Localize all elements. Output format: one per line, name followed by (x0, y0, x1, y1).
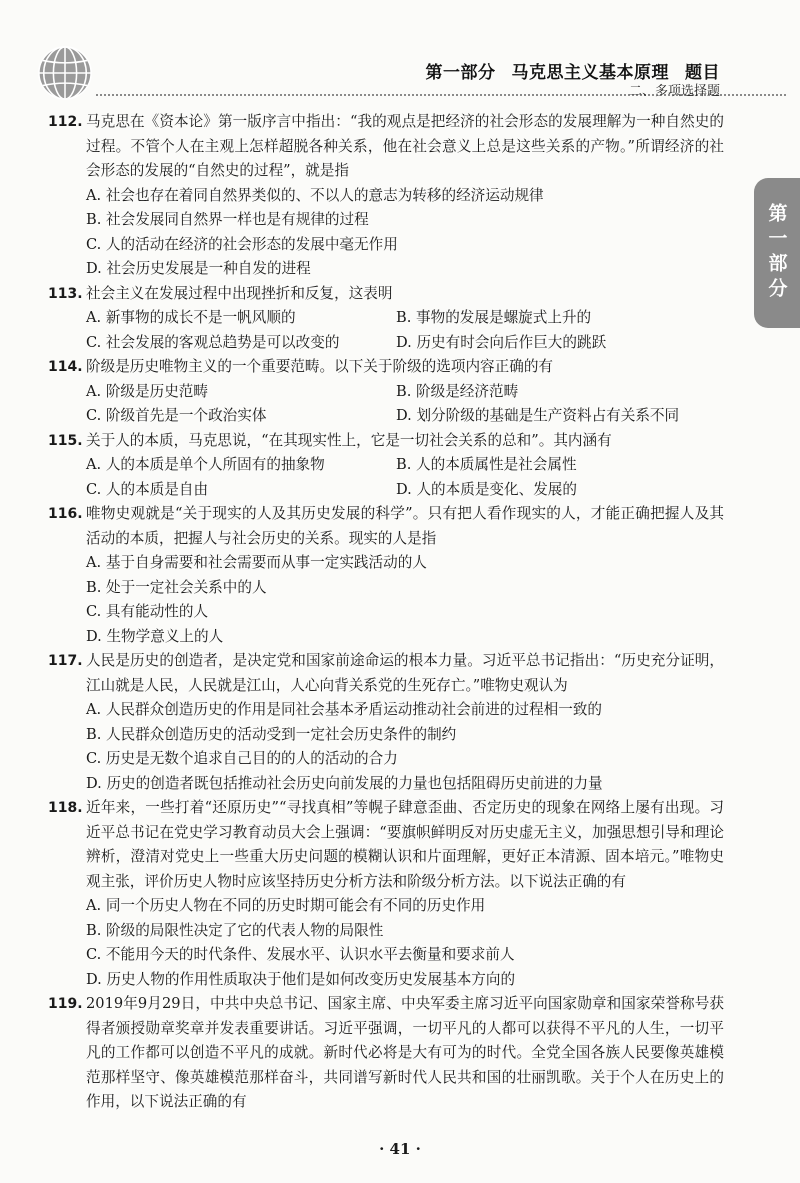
option-b: B. 处于一定社会关系中的人 (86, 578, 267, 596)
question-stem: 唯物史观就是“关于现实的人及其历史发展的科学”。只有把人看作现实的人，才能正确把握人及其活动的本质，把握人与社会历史的关系。现实的人是指 (86, 505, 724, 547)
question-115 (48, 429, 724, 503)
header-part: 第一部分 (425, 63, 496, 83)
option-d: D. 历史人物的作用性质取决于他们是如何改变历史发展基本方向的 (86, 970, 516, 988)
question-114 (48, 355, 724, 429)
question-118 (48, 796, 724, 992)
header-section: 题目 (685, 63, 720, 83)
option-d: D. 社会历史发展是一种自发的进程 (86, 260, 311, 277)
question-number: 117. (48, 653, 83, 669)
question-number: 115. (48, 432, 83, 449)
option-a: A. 人民群众创造历史的作用是同社会基本矛盾运动推动社会前进的过程相一致的 (86, 701, 603, 718)
option-c: C. 阶级首先是一个政治实体 (86, 407, 267, 424)
option-c: C. 历史是无数个追求自己目的的人的活动的合力 (86, 750, 398, 767)
question-119 (48, 992, 724, 1115)
question-number: 119. (48, 996, 83, 1012)
option-b: B. 人民群众创造历史的活动受到一定社会历史条件的制约 (86, 725, 457, 743)
option-a: A. 同一个历史人物在不同的历史时期可能会有不同的历史作用 (86, 897, 486, 914)
option-a: A. 新事物的成长不是一帆风顺的 (86, 309, 296, 326)
option-b: B. 人的本质属性是社会属性 (396, 456, 577, 473)
header-subsection: 二、多项选择题 (628, 84, 720, 99)
question-list (48, 110, 724, 1115)
option-b: B. 阶级是经济范畴 (396, 382, 519, 400)
option-d: D. 人的本质是变化、发展的 (396, 480, 577, 498)
question-stem: 人民是历史的创造者，是决定党和国家前途命运的根本力量。习近平总书记指出：“历史充分证明，江山就是人民，人民就是江山，人心向背关系党的生死存亡。”唯物史观认为 (86, 652, 724, 694)
option-c: C. 具有能动性的人 (86, 603, 209, 620)
question-number: 112. (48, 114, 83, 130)
option-c: C. 人的本质是自由 (86, 480, 209, 498)
option-b: B. 社会发展同自然界一样也是有规律的过程 (86, 211, 369, 228)
option-d: D. 生物学意义上的人 (86, 627, 224, 645)
option-c: C. 不能用今天的时代条件、发展水平、认识水平去衡量和要求前人 (86, 946, 515, 963)
option-d: D. 历史的创造者既包括推动社会历史向前发展的力量也包括阻碍历史前进的力量 (86, 774, 603, 792)
chapter-side-tab (754, 178, 800, 328)
question-stem: 社会主义在发展过程中出现挫折和反复，这表明 (86, 284, 393, 302)
question-number: 114. (48, 359, 83, 375)
question-stem: 2019年9月29日，中共中央总书记、国家主席、中央军委主席习近平向国家勋章和国家荣誉称号获得者颁授勋章奖章并发表重要讲话。习近平强调，一切平凡的人都可以获得不平凡的人生，一切平凡的工作都可以创造不平凡的成就。新时代必将是大有可为的时代。全党全国各族人民要像英雄模范那样坚守、像英雄模范那样奋斗，共同谱写新时代人民共和国的壮丽凯歌。关于个人在历史上的作用，以下说法正确的有 (86, 995, 724, 1110)
question-stem: 近年来，一些打着“还原历史”“寻找真相”等幌子肆意歪曲、否定历史的现象在网络上屡有出现。习近平总书记在党史学习教育动员大会上强调：“要旗帜鲜明反对历史虚无主义，加强思想引导和理论辨析，澄清对党史上一些重大历史问题的模糊认识和片面理解，更好正本清源、固本培元。”唯物史观主张，评价历史人物时应该坚持历史分析方法和阶级分析方法。以下说法正确的有 (86, 799, 724, 890)
option-b: B. 事物的发展是螺旋式上升的 (396, 309, 592, 326)
option-b: B. 阶级的局限性决定了它的代表人物的局限性 (86, 921, 384, 939)
option-c: C. 人的活动在经济的社会形态的发展中毫无作用 (86, 235, 398, 253)
option-c: C. 社会发展的客观总趋势是可以改变的 (86, 333, 340, 351)
side-tab-label: 第一部分 (765, 203, 788, 303)
option-d: D. 划分阶级的基础是生产资料占有关系不同 (396, 407, 680, 424)
question-113 (48, 282, 724, 356)
option-a: A. 基于自身需要和社会需要而从事一定实践活动的人 (86, 554, 427, 571)
question-number: 113. (48, 285, 83, 302)
header-subject: 马克思主义基本原理 (511, 63, 669, 83)
page-number: · 41 · (379, 1140, 421, 1158)
question-116 (48, 502, 724, 649)
question-number: 118. (48, 800, 83, 816)
question-stem: 马克思在《资本论》第一版序言中指出：“我的观点是把经济的社会形态的发展理解为一种自然史的过程。不管个人在主观上怎样超脱各种关系，他在社会意义上总是这些关系的产物。”所谓经济的社会形态的发展的“自然史的过程”，就是指 (86, 113, 724, 179)
question-stem: 阶级是历史唯物主义的一个重要范畴。以下关于阶级的选项内容正确的有 (86, 358, 554, 375)
question-112 (48, 110, 724, 282)
question-number: 116. (48, 506, 83, 522)
option-d: D. 历史有时会向后作巨大的跳跃 (396, 333, 607, 351)
question-stem: 关于人的本质，马克思说，“在其现实性上，它是一切社会关系的总和”。其内涵有 (86, 431, 612, 449)
option-a: A. 人的本质是单个人所固有的抽象物 (86, 456, 325, 473)
option-a: A. 阶级是历史范畴 (86, 382, 208, 400)
question-117 (48, 649, 724, 796)
option-a: A. 社会也存在着同自然界类似的、不以人的意志为转移的经济运动规律 (86, 186, 544, 204)
globe-logo-icon (36, 44, 94, 102)
